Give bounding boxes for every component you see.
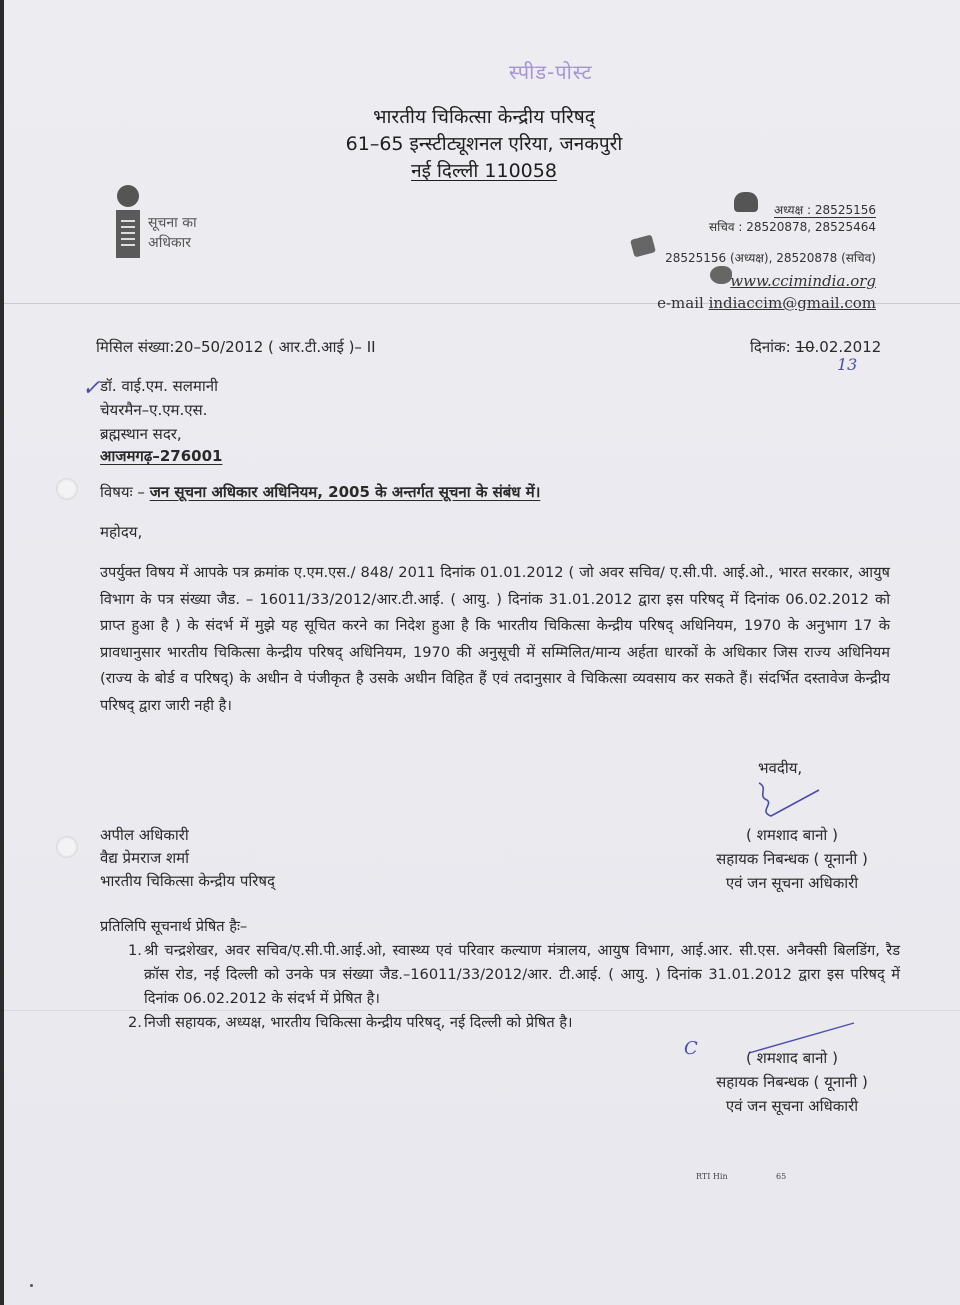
subject-line (100, 482, 540, 502)
recipient-name: डॉ. वाई.एम. सलमानी (100, 377, 218, 395)
copy-to-item (100, 939, 900, 1011)
letter-date (750, 337, 881, 357)
fax-icon (630, 234, 656, 257)
signatory-block-2 (672, 1046, 912, 1118)
appellate-name: वैद्य प्रेमराज शर्मा (100, 849, 190, 867)
signatory-designation2: एवं जन सूचना अधिकारी (725, 1097, 859, 1115)
logo-text-line2: अधिकार (148, 235, 192, 251)
subject-label: विषयः – (100, 483, 145, 501)
copy-to-heading: प्रतिलिपि सूचनार्थ प्रेषित हैः– (100, 918, 248, 935)
logo-text-line1: सूचना का (148, 215, 197, 231)
phone-secretary: सचिव : 28520878, 28525464 (709, 220, 876, 234)
signatory-name: ( शमशाद बानो ) (746, 1049, 838, 1067)
salutation: महोदय, (100, 523, 143, 541)
telephone-icon (734, 192, 758, 212)
footer-label: RTI Hin (696, 1172, 728, 1181)
signatory-designation2: एवं जन सूचना अधिकारी (725, 874, 859, 892)
copy-to-item-number: 1. (128, 942, 142, 959)
org-address: 61–65 इन्स्टीट्यूशनल एरिया, जनकपुरी (345, 133, 623, 155)
copy-to-item-text: निजी सहायक, अध्यक्ष, भारतीय चिकित्सा केन्द्रीय परिषद्, नई दिल्ली को प्रेषित है। (144, 1014, 573, 1031)
scan-speck (30, 1284, 33, 1287)
phone-chairman: अध्यक्ष : 28525156 (774, 203, 876, 217)
date-label: दिनांक: (750, 338, 791, 356)
date-rest: .02.2012 (814, 338, 882, 356)
globe-icon (710, 266, 732, 284)
closing: भवदीय, (758, 759, 803, 777)
website-link[interactable]: www.ccimindia.org (730, 272, 876, 290)
recipient-address: ब्रह्मस्थान सदर, (100, 425, 182, 443)
subject-text: जन सूचना अधिकार अधिनियम, 2005 के अन्तर्गत सूचना के संबंध में। (149, 483, 541, 501)
footer-page-number: 65 (776, 1172, 787, 1181)
appellate-title: अपील अधिकारी (100, 826, 189, 844)
initial-mark: C (684, 1038, 698, 1059)
copy-to-item-text: श्री चन्द्रशेखर, अवर सचिव/ए.सी.पी.आई.ओ, स्वास्थ्य एवं परिवार कल्याण मंत्रालय, आयुष विभाग, आई.आर. सी.एस. अनैक्सी बिलडिंग, रैड क्रॉस रोड, नई दिल्ली को उनके पत्र संख्या जैड.–16011/33/2012/आर. टी.आई. ( आयु. ) दिनांक 31.01.2012 द्वारा इस परिषद् में दिनांक 06.02.2012 के संदर्भ में प्रेषित है। (144, 942, 900, 1007)
recipient-city: आजमगढ़–276001 (100, 447, 223, 465)
signatory-designation: सहायक निबन्धक ( यूनानी ) (716, 850, 868, 868)
org-city: नई दिल्ली 110058 (411, 160, 557, 182)
punch-hole (56, 836, 78, 858)
rti-logo (112, 185, 232, 270)
speed-post-stamp: स्पीड-पोस्ट (509, 60, 593, 84)
signature-mark (749, 778, 829, 823)
tick-mark-icon: ✓ (82, 376, 101, 401)
recipient-designation: चेयरमैन–ए.एम.एस. (100, 401, 208, 419)
handwritten-date-correction: 13 (837, 355, 858, 374)
copy-to-item-number: 2. (128, 1014, 142, 1031)
letter-page (4, 0, 960, 1305)
org-name: भारतीय चिकित्सा केन्द्रीय परिषद् (373, 106, 595, 128)
appellate-org: भारतीय चिकित्सा केन्द्रीय परिषद् (100, 872, 276, 890)
date-struck-day: 10 (795, 338, 815, 356)
signatory-block (672, 823, 912, 895)
copy-to-section (100, 915, 900, 1035)
file-number: मिसिल संख्या:20–50/2012 ( आर.टी.आई )– II (96, 338, 376, 356)
signatory-designation: सहायक निबन्धक ( यूनानी ) (716, 1073, 868, 1091)
punch-hole (56, 478, 78, 500)
email-link[interactable]: indiaccim@gmail.com (708, 294, 876, 312)
email-line (657, 294, 876, 312)
email-label: e-mail (657, 294, 704, 312)
body-paragraph: उपर्युक्त विषय में आपके पत्र क्रमांक ए.एम.एस./ 848/ 2011 दिनांक 01.01.2012 ( जो अवर सचिव/ ए.सी.पी. आई.ओ., भारत सरकार, आयुष विभाग के पत्र संख्या जैड. – 16011/33/2012/आर.टी.आई. ( आयु. ) दिनांक 31.01.2012 द्वारा इस परिषद् में दिनांक 06.02.2012 को प्राप्त हुआ है ) के संदर्भ में मुझे यह सूचित करने का निदेश हुआ है कि भारतीय चिकित्सा केन्द्रीय परिषद् अधिनियम, 1970 के अनुभाग 17 के प्रावधानुसार भारतीय चिकित्सा केन्द्रीय परिषद् अधिनियम, 1970 की अनुसूची में सम्मिलित/मान्य अर्हता धारकों के अधिकार जिस राज्य अधिनियम (राज्य के बोर्ड व परिषद्) के अधीन वे पंजीकृत है उसके अधीन विहित हैं एवं तदानुसार वे चिकित्सा व्यवसाय कर सकते हैं। संदर्भित दस्तावेज केन्द्रीय परिषद् द्वारा जारी नही है। (100, 564, 890, 714)
signatory-name: ( शमशाद बानो ) (746, 826, 838, 844)
fax-numbers: 28525156 (अध्यक्ष), 28520878 (सचिव) (665, 251, 876, 265)
